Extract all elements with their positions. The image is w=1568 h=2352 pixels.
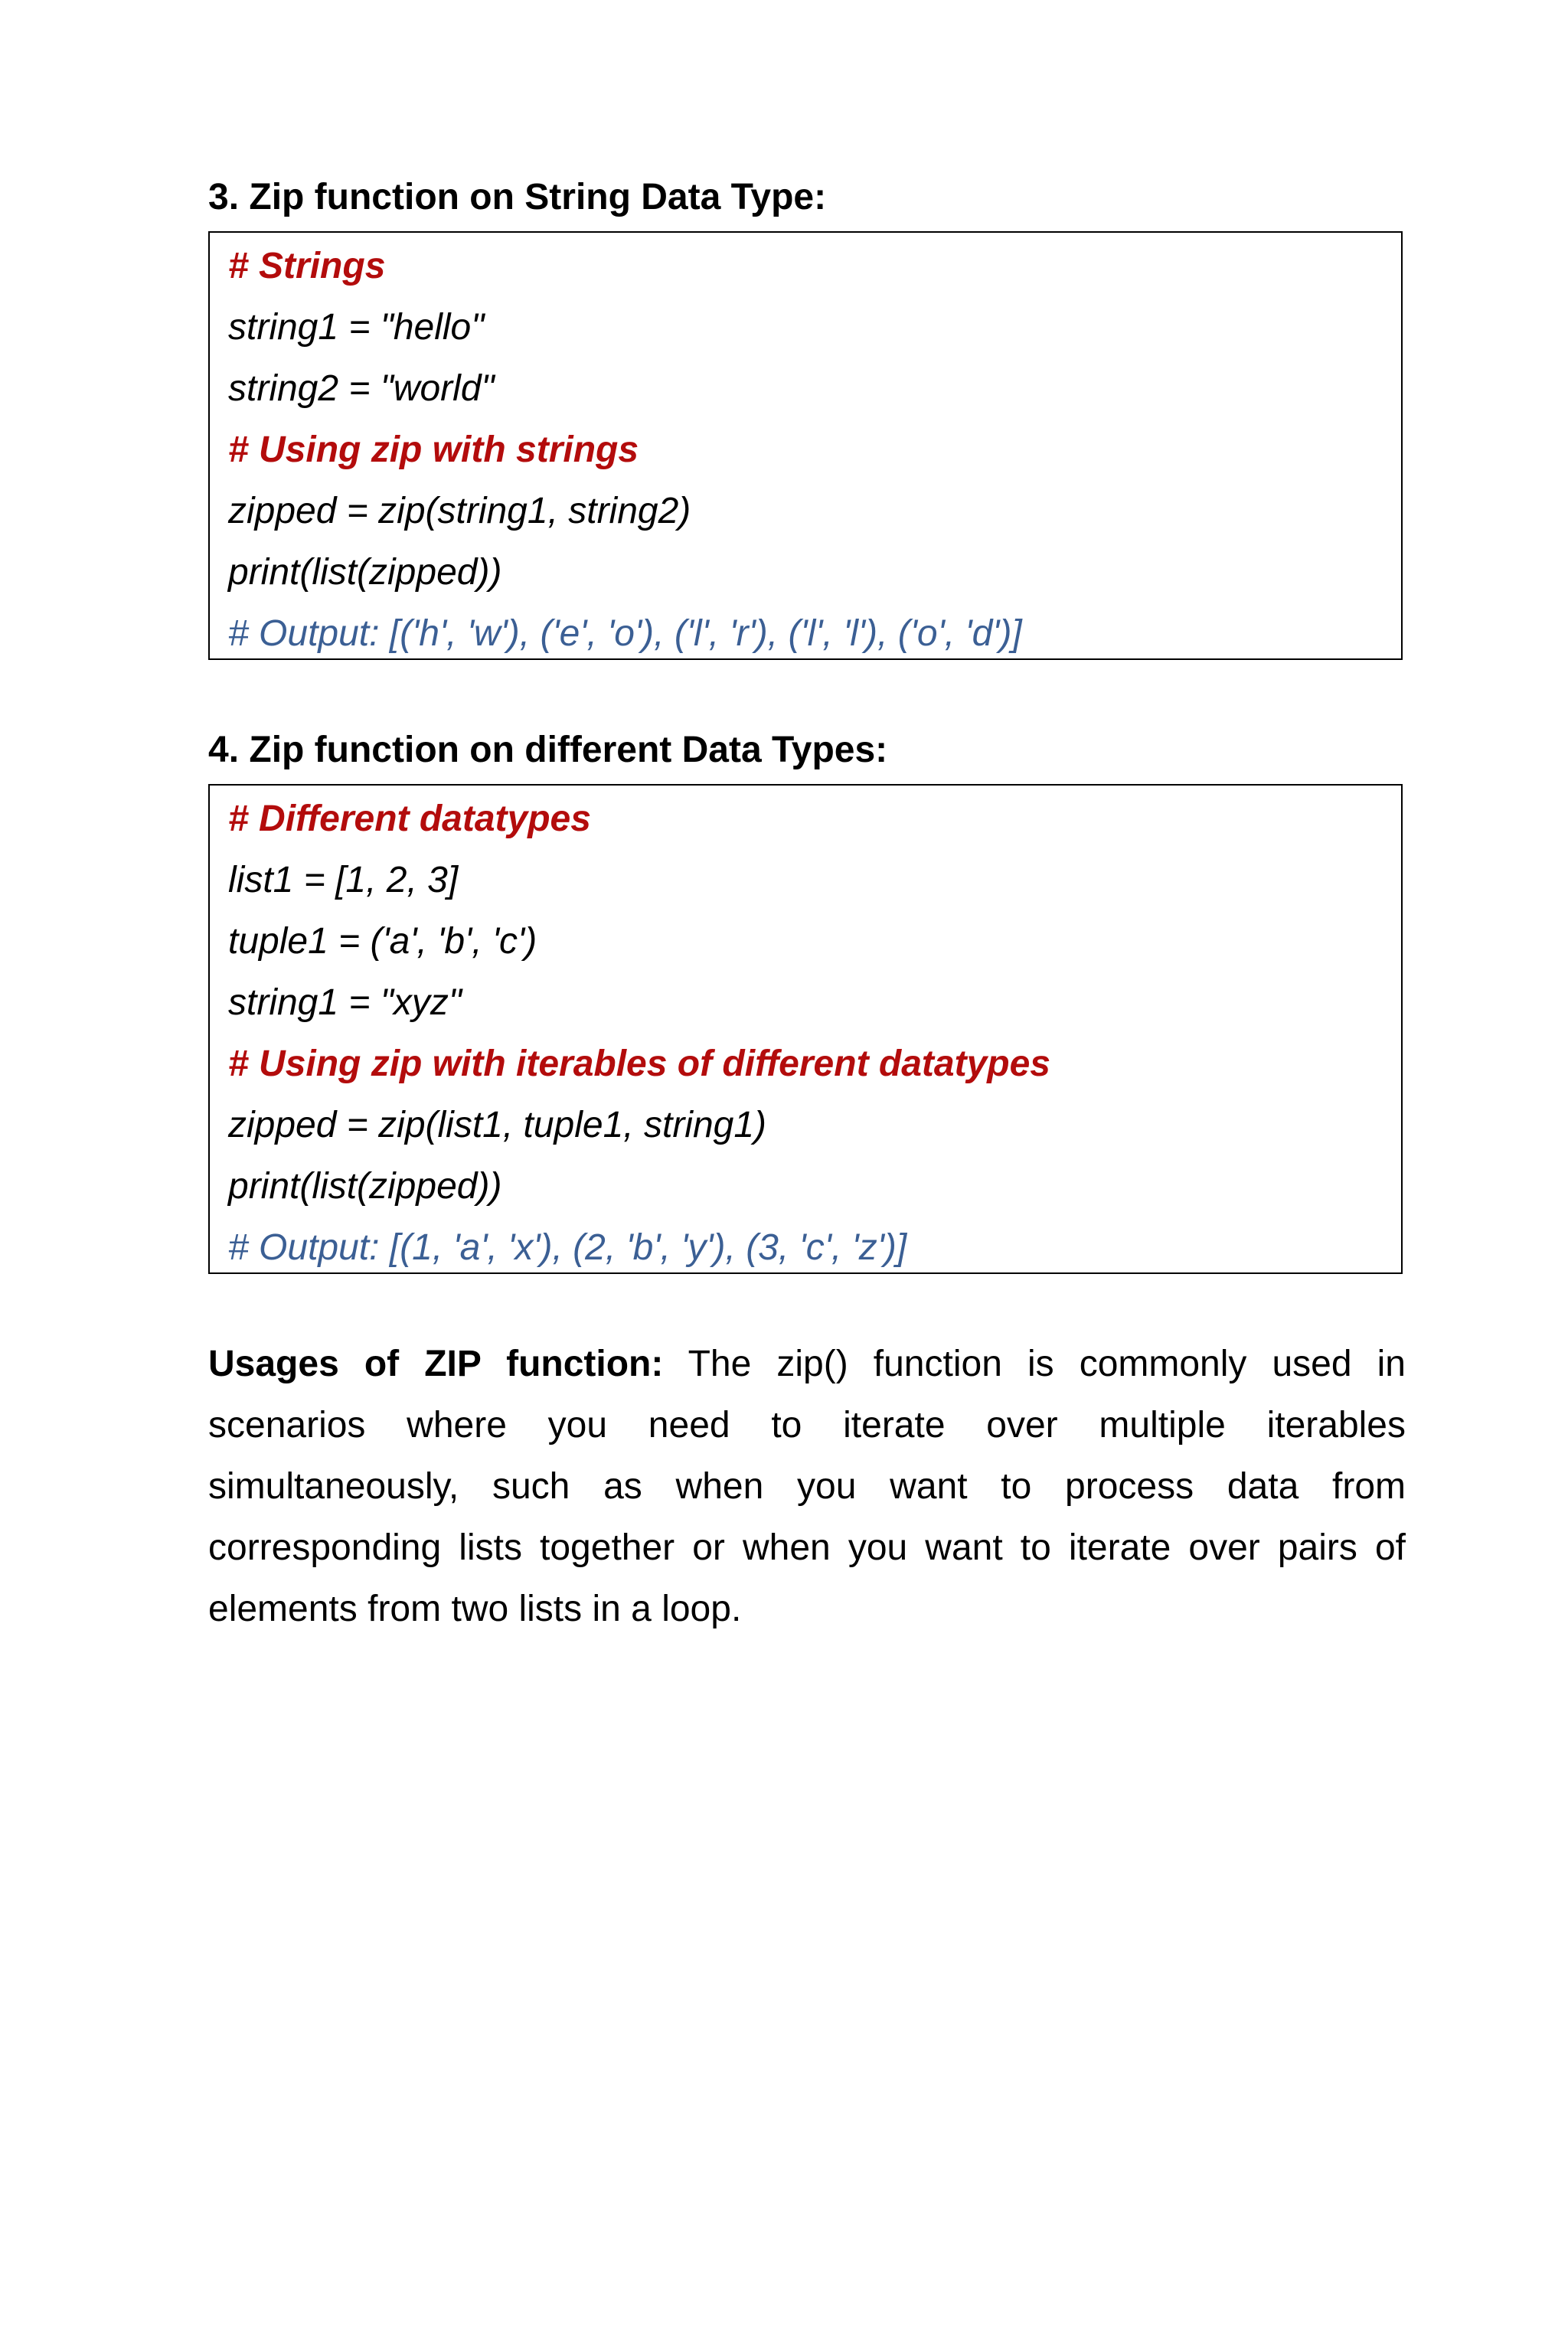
code-line: tuple1 = ('a', 'b', 'c') (228, 921, 537, 962)
usages-lead: Usages of ZIP function: (208, 1344, 664, 1384)
code-line: print(list(zipped)) (228, 552, 502, 593)
section-4-code-box (208, 784, 1403, 1274)
code-output-comment: # Output: [(1, 'a', 'x'), (2, 'b', 'y'), (3, 'c', 'z')] (228, 1227, 907, 1268)
code-line: print(list(zipped)) (228, 1166, 502, 1207)
code-line: list1 = [1, 2, 3] (228, 860, 459, 900)
code-line: string2 = "world" (228, 368, 495, 409)
section-4-heading: 4. Zip function on different Data Types: (208, 730, 888, 770)
usages-paragraph (208, 1334, 1406, 1640)
section-3-code-box (208, 231, 1403, 660)
code-line: zipped = zip(list1, tuple1, string1) (228, 1105, 767, 1145)
code-line: zipped = zip(string1, string2) (228, 491, 691, 531)
code-comment: # Strings (228, 246, 386, 286)
code-line: string1 = "hello" (228, 307, 485, 348)
section-3-heading: 3. Zip function on String Data Type: (208, 177, 827, 217)
code-output-comment: # Output: [('h', 'w'), ('e', 'o'), ('l', 'r'), ('l', 'l'), ('o', 'd')] (228, 613, 1022, 654)
code-comment: # Using zip with iterables of different datatypes (228, 1044, 1050, 1084)
code-comment: # Using zip with strings (228, 430, 639, 470)
code-line: string1 = "xyz" (228, 982, 462, 1023)
usages-body: The zip() function is commonly used in scenarios where you need to iterate over multiple iterables simultaneously, such as when you want to process data from corresponding lists together or when you want to iterate over pairs of elements from two lists in a loop. (208, 1344, 1406, 1629)
code-comment: # Different datatypes (228, 799, 591, 839)
